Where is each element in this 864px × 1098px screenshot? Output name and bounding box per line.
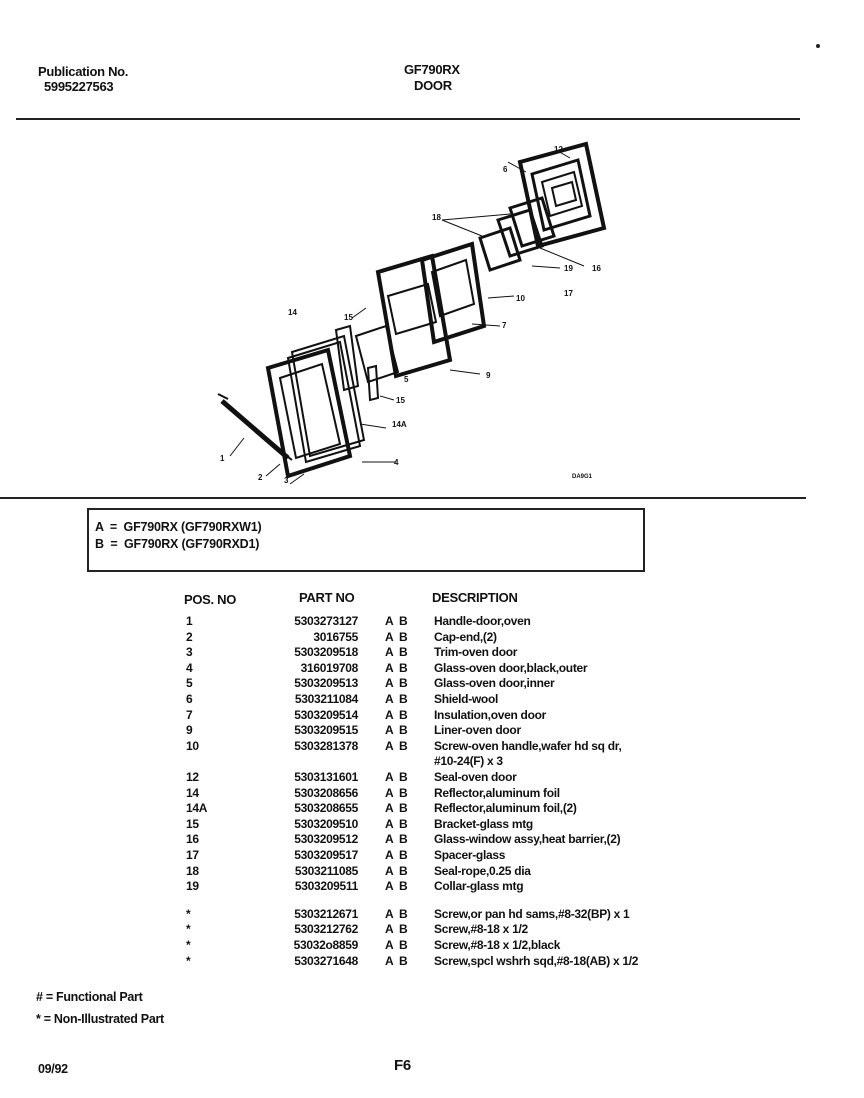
row-description: Screw,#8-18 x 1/2,black (434, 938, 561, 952)
row-models: A B (385, 770, 408, 784)
row-part-no: 5303209511 (294, 879, 358, 894)
row-pos-no: 10 (186, 738, 199, 753)
row-models: A B (385, 629, 408, 644)
row-description: Reflector,aluminum foil,(2) (434, 801, 577, 816)
row-pos-no: 14A (186, 801, 208, 816)
row-pos-no: 5 (186, 676, 193, 691)
speck (816, 44, 820, 48)
diagram-code: DA9G1 (572, 474, 593, 480)
diagram-rule (0, 497, 806, 499)
exploded-door-diagram (180, 136, 640, 496)
row-part-no: 5303212762 (294, 922, 358, 937)
header-description: DESCRIPTION (432, 590, 518, 605)
callout-17: 17 (564, 289, 573, 298)
row-pos-no: 3 (186, 645, 193, 660)
header-part-no: PART NO (299, 590, 355, 605)
row-pos-no: * (186, 938, 191, 952)
row-description: Cap-end,(2) (434, 629, 497, 644)
legend-b: B = GF790RX (GF790RXD1) (95, 537, 260, 551)
row-part-no: 5303209515 (294, 723, 358, 738)
row-description: Seal-oven door (434, 770, 517, 784)
row-description: Bracket-glass mtg (434, 816, 533, 831)
callout-14: 14 (288, 308, 297, 317)
row-models: A B (385, 922, 408, 937)
row-models: A B (385, 660, 408, 675)
row-models: A B (385, 676, 408, 691)
row-description: Screw,#8-18 x 1/2 (434, 922, 528, 937)
row-part-no: 3016755 (313, 629, 358, 644)
row-description: Shield-wool (434, 692, 499, 706)
row-pos-no: 15 (186, 816, 199, 831)
row-part-no: 5303273127 (294, 614, 358, 628)
callout-15a: 15 (344, 313, 353, 322)
model-legend (87, 508, 645, 572)
row-pos-no: * (186, 906, 191, 921)
row-part-no: 5303209513 (294, 676, 358, 691)
row-models: A B (385, 906, 408, 921)
row-description: Insulation,oven door (434, 707, 547, 722)
row-part-no: 5303209517 (294, 848, 358, 862)
row-models: A B (385, 953, 408, 968)
footer-date: 09/92 (38, 1062, 68, 1076)
row-part-no: 5303209510 (294, 816, 358, 831)
row-part-no: 5303271648 (294, 953, 358, 968)
row-pos-no: 1 (186, 614, 193, 628)
row-models: A B (385, 692, 408, 706)
row-description: Collar-glass mtg (434, 879, 524, 894)
header-rule (16, 118, 800, 120)
row-part-no: 5303131601 (294, 770, 358, 784)
functional-note: # = Functional Part (36, 990, 143, 1004)
row-part-no: 5303209512 (294, 832, 358, 847)
model-number: GF790RX (404, 62, 460, 77)
page-number: F6 (394, 1057, 411, 1074)
row-pos-no: 4 (186, 660, 193, 675)
row-models: A B (385, 848, 408, 862)
row-part-no: 5303211085 (294, 863, 358, 878)
row-pos-no: 12 (186, 770, 199, 784)
callout-1: 1 (220, 454, 225, 463)
row-description: Spacer-glass (434, 848, 506, 862)
row-description: Handle-door,oven (434, 614, 531, 628)
row-description: Glass-oven door,black,outer (434, 660, 588, 675)
row-description-cont: #10-24(F) x 3 (434, 754, 503, 769)
row-description: Screw-oven handle,wafer hd sq dr, (434, 738, 622, 753)
row-models: A B (385, 707, 408, 722)
row-models: A B (385, 832, 408, 847)
callout-16: 16 (592, 264, 601, 273)
row-part-no: 5303211084 (294, 692, 358, 706)
callout-15b: 15 (396, 396, 405, 405)
row-part-no: 53032o8859 (293, 938, 358, 952)
callout-12: 12 (554, 145, 563, 154)
callout-14a: 14A (392, 420, 407, 429)
non-illustrated-note: * = Non-Illustrated Part (36, 1012, 164, 1026)
callout-9: 9 (486, 371, 491, 380)
row-description: Glass-oven door,inner (434, 676, 555, 691)
row-pos-no: 14 (186, 785, 199, 800)
row-description: Screw,spcl wshrh sqd,#8-18(AB) x 1/2 (434, 953, 639, 968)
row-models: A B (385, 738, 408, 753)
row-pos-no: 6 (186, 692, 193, 706)
row-pos-no: 16 (186, 832, 199, 847)
row-part-no: 5303209514 (294, 707, 358, 722)
row-description: Glass-window assy,heat barrier,(2) (434, 832, 621, 847)
callout-6: 6 (503, 165, 508, 174)
row-models: A B (385, 879, 408, 894)
row-pos-no: 2 (186, 629, 193, 644)
legend-a: A = GF790RX (GF790RXW1) (95, 520, 262, 534)
row-models: A B (385, 801, 408, 816)
row-part-no: 5303212671 (294, 906, 358, 921)
publication-label: Publication No. (38, 64, 129, 79)
callout-2: 2 (258, 473, 263, 482)
callout-5: 5 (404, 375, 409, 384)
row-pos-no: 9 (186, 723, 193, 738)
section-title: DOOR (414, 78, 452, 93)
row-models: A B (385, 723, 408, 738)
row-models: A B (385, 863, 408, 878)
row-pos-no: * (186, 922, 191, 937)
row-models: A B (385, 938, 408, 952)
row-pos-no: 19 (186, 879, 199, 894)
callout-10: 10 (516, 294, 525, 303)
publication-number: 5995227563 (44, 79, 114, 94)
row-models: A B (385, 785, 408, 800)
row-pos-no: 18 (186, 863, 199, 878)
row-part-no: 5303209518 (294, 645, 358, 660)
row-models: A B (385, 614, 408, 628)
row-pos-no: 7 (186, 707, 193, 722)
row-models: A B (385, 645, 408, 660)
row-description: Liner-oven door (434, 723, 521, 738)
row-models: A B (385, 816, 408, 831)
row-description: Seal-rope,0.25 dia (434, 863, 531, 878)
row-description: Reflector,aluminum foil (434, 785, 560, 800)
row-part-no: 316019708 (300, 660, 358, 675)
row-description: Trim-oven door (434, 645, 518, 660)
row-pos-no: * (186, 953, 191, 968)
row-description: Screw,or pan hd sams,#8-32(BP) x 1 (434, 906, 630, 921)
callout-3: 3 (284, 476, 289, 485)
callout-4: 4 (394, 458, 399, 467)
callout-18: 18 (432, 213, 441, 222)
header-pos-no: POS. NO (184, 592, 237, 607)
row-part-no: 5303208655 (294, 801, 358, 816)
row-part-no: 5303281378 (294, 738, 358, 753)
callout-19: 19 (564, 264, 573, 273)
callout-7: 7 (502, 321, 507, 330)
row-pos-no: 17 (186, 848, 199, 862)
row-part-no: 5303208656 (294, 785, 358, 800)
